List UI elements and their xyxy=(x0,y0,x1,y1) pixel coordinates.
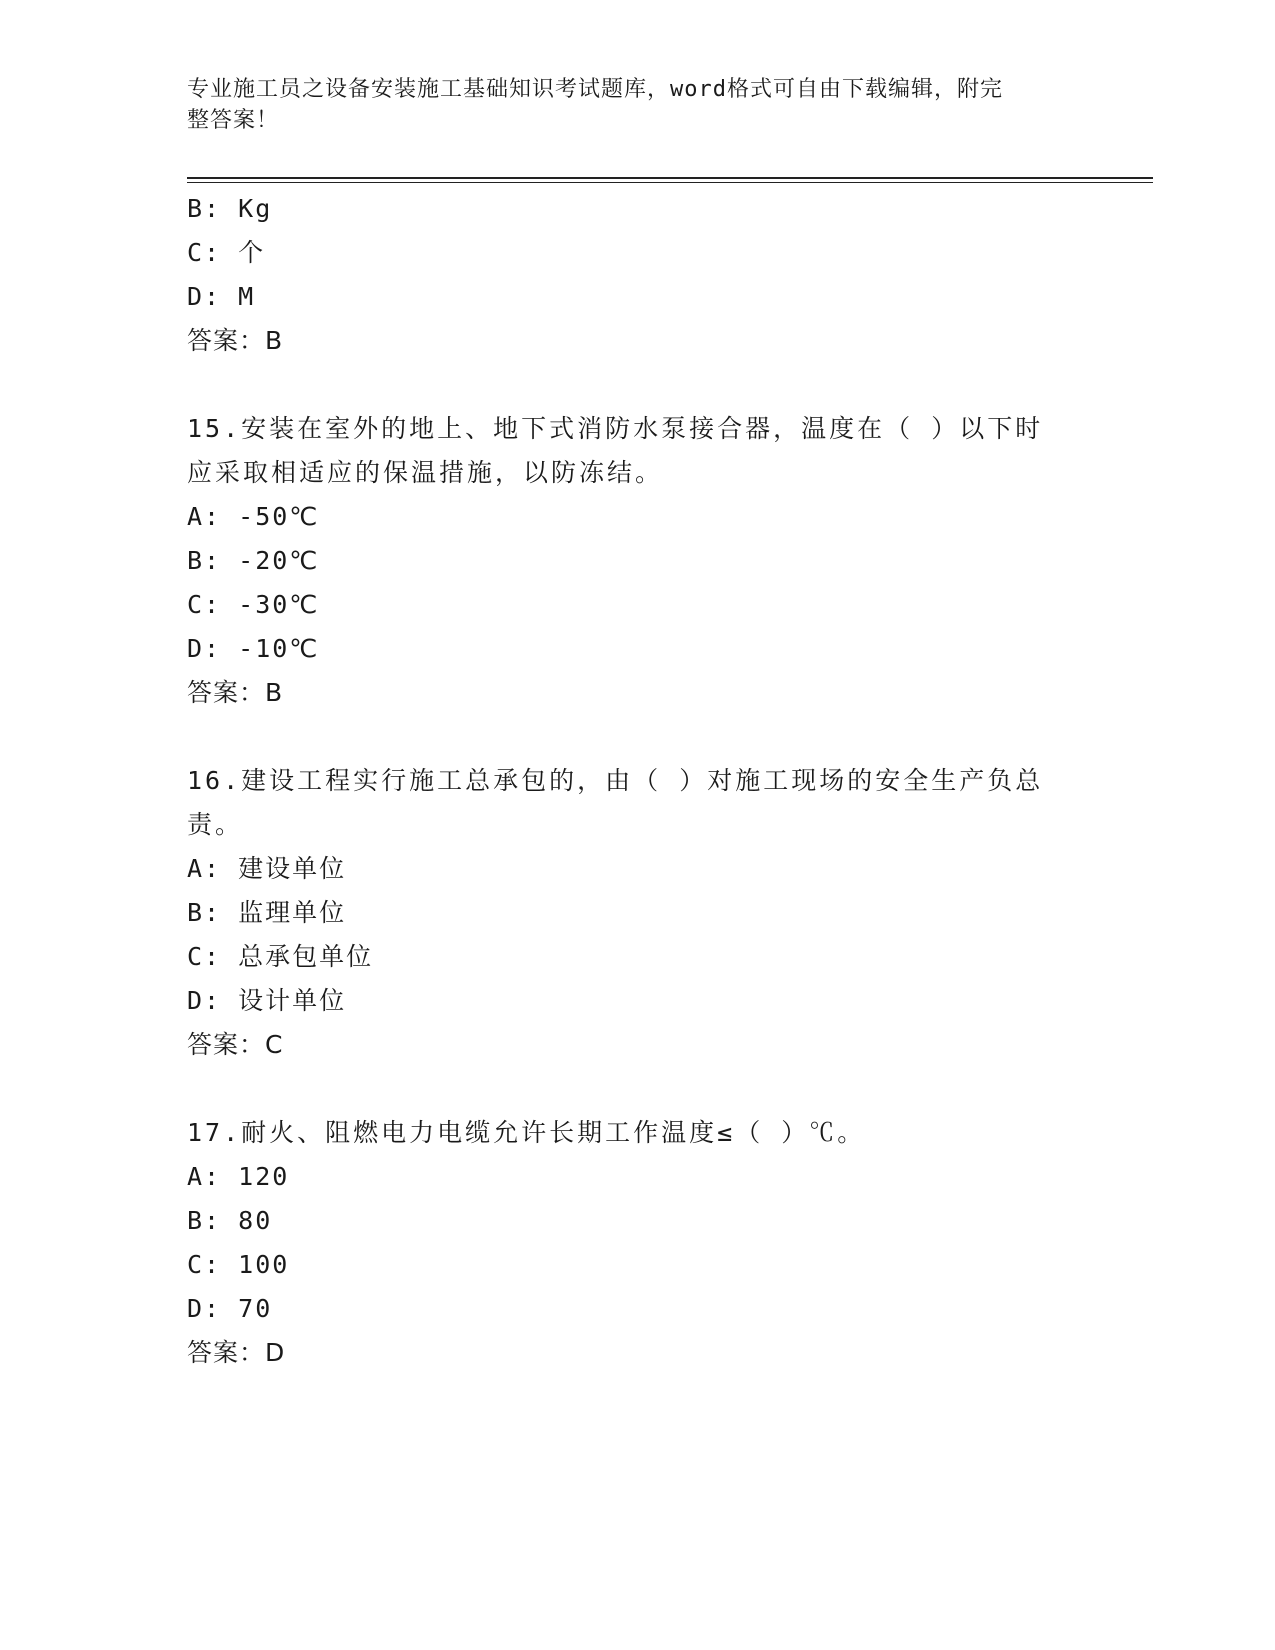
header-divider-thin xyxy=(187,182,1153,183)
question-15-text-line-1: 15.安装在室外的地上、地下式消防水泵接合器，温度在（ ）以下时 xyxy=(187,414,1044,443)
header-divider-thick xyxy=(187,177,1153,179)
question-16-option-b: B: 监理单位 xyxy=(187,898,347,927)
question-15-option-d: D: -10℃ xyxy=(187,634,320,663)
prev-option-c: C: 个 xyxy=(187,238,266,267)
prev-option-b: B: Kg xyxy=(187,194,273,223)
question-17-text: 17.耐火、阻燃电力电缆允许长期工作温度≤（ ）℃。 xyxy=(187,1118,866,1147)
question-17-answer: 答案：D xyxy=(187,1338,286,1367)
header-title-line-2: 整答案！ xyxy=(187,108,280,133)
question-15-text-line-2: 应采取相适应的保温措施，以防冻结。 xyxy=(187,458,664,487)
question-16-option-c: C: 总承包单位 xyxy=(187,942,374,971)
document-header xyxy=(187,74,1067,136)
question-17-option-b: B: 80 xyxy=(187,1206,273,1235)
header-title-line-1: 专业施工员之设备安装施工基础知识考试题库，word格式可自由下载编辑，附完 xyxy=(187,77,1003,102)
question-17-option-a: A: 120 xyxy=(187,1162,290,1191)
question-15-answer: 答案：B xyxy=(187,678,284,707)
question-15-option-c: C: -30℃ xyxy=(187,590,320,619)
question-16-text-line-2: 责。 xyxy=(187,810,244,839)
question-17-option-d: D: 70 xyxy=(187,1294,273,1323)
question-16-answer: 答案：C xyxy=(187,1030,284,1059)
question-16-text-line-1: 16.建设工程实行施工总承包的，由（ ）对施工现场的安全生产负总 xyxy=(187,766,1044,795)
question-15-option-b: B: -20℃ xyxy=(187,546,320,575)
prev-answer: 答案：B xyxy=(187,326,284,355)
question-16-option-d: D: 设计单位 xyxy=(187,986,347,1015)
prev-option-d: D: M xyxy=(187,282,256,311)
question-17-option-c: C: 100 xyxy=(187,1250,290,1279)
question-16-option-a: A: 建设单位 xyxy=(187,854,347,883)
question-15-option-a: A: -50℃ xyxy=(187,502,320,531)
